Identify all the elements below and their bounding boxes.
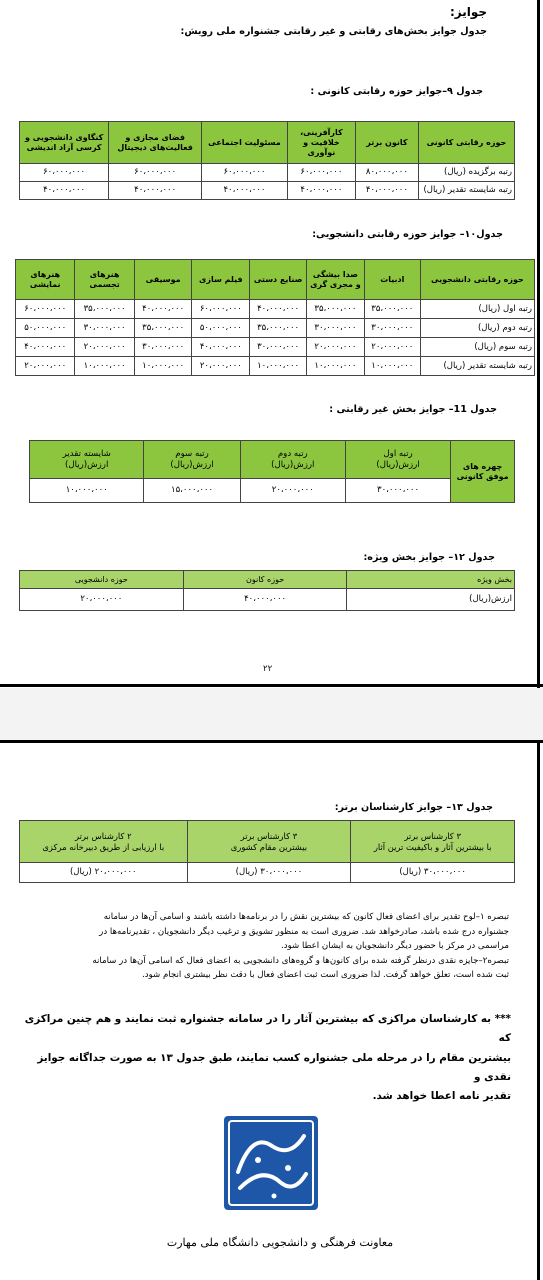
cell-value: ۴۰،۰۰۰،۰۰۰ bbox=[192, 338, 250, 357]
cell-value: ۳۵،۰۰۰،۰۰۰ bbox=[75, 300, 134, 319]
row-label: رتبه شایسته تقدیر (ریال) bbox=[418, 182, 514, 200]
cell-value: ۴۰،۰۰۰،۰۰۰ bbox=[134, 300, 192, 319]
cell-value: ۱۰،۰۰۰،۰۰۰ bbox=[250, 357, 307, 376]
column-title: رتبه اول bbox=[383, 448, 413, 459]
table-row bbox=[16, 300, 535, 319]
page-gap bbox=[0, 688, 543, 740]
cell-value: ۳۰،۰۰۰،۰۰۰ bbox=[75, 319, 134, 338]
column-title: شایسته تقدیر bbox=[62, 448, 111, 459]
table11-header bbox=[345, 441, 450, 479]
note-line: مراسمی در مرکز با حضور دیگر دانشجویان به ایشان اعطا شود. bbox=[281, 941, 509, 952]
row-label: رتبه سوم (ریال) bbox=[420, 338, 534, 357]
cell-value: ۶۰،۰۰۰،۰۰۰ bbox=[202, 164, 288, 182]
bold-notice bbox=[21, 1010, 511, 1106]
cell-value: ۶۰،۰۰۰،۰۰۰ bbox=[20, 164, 109, 182]
header-line: با ارزیابی از طریق دبیرخانه مرکزی bbox=[42, 841, 165, 852]
cell-value: ۱۰،۰۰۰،۰۰۰ bbox=[364, 357, 420, 376]
table12 bbox=[19, 570, 515, 611]
notice-line: تقدیر نامه اعطا خواهد شد. bbox=[372, 1090, 511, 1102]
table12-header: حوزه دانشجویی bbox=[20, 571, 184, 589]
table11-row-header: چهره های موفق کانونی bbox=[451, 441, 515, 503]
header-line: ۳ کارشناس برتر bbox=[240, 831, 298, 841]
document-page-2 bbox=[0, 740, 543, 1280]
table12-caption: جدول ۱۲– جوایز بخش ویژه: bbox=[363, 552, 495, 563]
note-line: ثبت شده است، تعلق خواهد گرفت. لذا ضروری است ثبت اعضای فعال با دقت نظر بیشتری انجام شود. bbox=[142, 970, 509, 981]
cell-value: ۸۰،۰۰۰،۰۰۰ bbox=[355, 164, 418, 182]
cell-value: ۲۰،۰۰۰،۰۰۰ bbox=[192, 357, 250, 376]
row-label: رتبه شایسته تقدیر (ریال) bbox=[420, 357, 534, 376]
cell-value: ۱۰،۰۰۰،۰۰۰ bbox=[307, 357, 365, 376]
table9-header: کانون برتر bbox=[355, 122, 418, 164]
header-line: با بیشترین آثار و باکیفیت ترین آثار bbox=[373, 841, 492, 852]
page-top-edge bbox=[0, 740, 543, 743]
cell-value: ۶۰،۰۰۰،۰۰۰ bbox=[109, 164, 202, 182]
table-row bbox=[16, 338, 535, 357]
table11-caption: جدول 11– جوایز بخش غیر رقابتی : bbox=[329, 404, 497, 415]
table11-header bbox=[240, 441, 345, 479]
note-line: تبصره۲–جایزه نقدی درنظر گرفته شده برای کانون‌ها و گروه‌های دانشجویی به اعضای فعال که اسامی آن‌ها در سامانه bbox=[92, 955, 509, 966]
table13-header bbox=[187, 821, 351, 863]
table9-header: حوزه رقابتی کانونی bbox=[418, 122, 514, 164]
column-title: رتبه سوم bbox=[175, 448, 209, 459]
cell-value: ۶۰،۰۰۰،۰۰۰ bbox=[287, 164, 355, 182]
cell-value: ۱۰،۰۰۰،۰۰۰ bbox=[75, 357, 134, 376]
page-edge bbox=[537, 740, 540, 1280]
table10-header: هنرهای نمایشی bbox=[16, 260, 75, 300]
table10-caption: جدول۱۰– جوایز حوزه رقابتی دانشجویی: bbox=[312, 229, 503, 240]
notice-line: *** به کارشناسان مراکزی که بیشترین آثار را در سامانه جشنواره ثبت نمایند و هم چنین مراکزی که bbox=[24, 1013, 511, 1045]
cell-value: ۳۵،۰۰۰،۰۰۰ bbox=[307, 300, 365, 319]
cell-value: ۲۰،۰۰۰،۰۰۰ bbox=[240, 479, 345, 503]
table10-header: هنرهای تجسمی bbox=[75, 260, 134, 300]
cell-value: ۵۰،۰۰۰،۰۰۰ bbox=[16, 319, 75, 338]
table-row bbox=[20, 863, 515, 883]
table13-header bbox=[351, 821, 515, 863]
note-line: جشنواره درج شده باشد، صادرخواهد شد. ضروری است به منظور تشویق و ترغیب دیگر دانشجویان ، تقدیرنامه‌ها در bbox=[99, 926, 509, 937]
table13 bbox=[19, 820, 515, 883]
table11 bbox=[29, 440, 515, 503]
row-label: رتبه دوم (ریال) bbox=[420, 319, 534, 338]
table10 bbox=[15, 259, 535, 376]
table10-header: صدا بیشگی و مجری گری bbox=[307, 260, 365, 300]
column-unit: ارزش(ریال) bbox=[271, 459, 315, 470]
cell-value: ۲۰،۰۰۰،۰۰۰ bbox=[364, 338, 420, 357]
stars: *** bbox=[494, 1013, 511, 1025]
column-unit: ارزش(ریال) bbox=[65, 459, 109, 470]
cell-value: ۳۰،۰۰۰،۰۰۰ bbox=[345, 479, 450, 503]
header-line: بیشترین مقام کشوری bbox=[230, 841, 308, 852]
cell-value: ۳۰،۰۰۰،۰۰۰ bbox=[307, 319, 365, 338]
table-row bbox=[20, 182, 515, 200]
header-line: ۳ کارشناس برتر bbox=[404, 831, 461, 841]
logo-emblem-icon bbox=[218, 1112, 326, 1216]
header-line: ۲ کارشناس برتر bbox=[74, 831, 132, 841]
row-label: رتبه برگزیده (ریال) bbox=[418, 164, 514, 182]
cell-value: ۴۰،۰۰۰،۰۰۰ bbox=[250, 300, 307, 319]
row-label: رتبه اول (ریال) bbox=[420, 300, 534, 319]
table10-header: فیلم سازی bbox=[192, 260, 250, 300]
table-row bbox=[20, 589, 515, 611]
cell-value: ۴۰،۰۰۰،۰۰۰ bbox=[16, 338, 75, 357]
page-bottom-edge bbox=[0, 684, 543, 687]
row-label: ارزش(ریال) bbox=[347, 589, 515, 611]
table9-header: مسئولیت اجتماعی bbox=[202, 122, 288, 164]
note-1 bbox=[23, 910, 509, 983]
table9-header: کارآفرینی، خلاقیت و نوآوری bbox=[287, 122, 355, 164]
table13-header bbox=[20, 821, 188, 863]
cell-value: ۴۰،۰۰۰،۰۰۰ bbox=[202, 182, 288, 200]
cell-value: ۴۰،۰۰۰،۰۰۰ bbox=[287, 182, 355, 200]
table9-header: فضای مجازی و فعالیت‌های دیجیتال bbox=[109, 122, 202, 164]
page-number: ۲۲ bbox=[263, 664, 273, 674]
cell-value: ۳۰،۰۰۰،۰۰۰ bbox=[364, 319, 420, 338]
cell-value: ۳۰،۰۰۰،۰۰۰ bbox=[250, 338, 307, 357]
cell-value: ۳۵،۰۰۰،۰۰۰ bbox=[364, 300, 420, 319]
table9 bbox=[19, 121, 515, 200]
cell-value: ۳۵،۰۰۰،۰۰۰ bbox=[134, 319, 192, 338]
cell-value: ۱۰،۰۰۰،۰۰۰ bbox=[134, 357, 192, 376]
table11-header bbox=[30, 441, 144, 479]
cell-value: ۱۵،۰۰۰،۰۰۰ bbox=[144, 479, 240, 503]
note-line: تبصره ۱–لوح تقدیر برای اعضای فعال کانون که بیشترین نقش را در برنامه‌ها داشته باشند و اسامی آن‌ها در سامانه bbox=[103, 912, 509, 922]
cell-value: ۴۰،۰۰۰،۰۰۰ bbox=[355, 182, 418, 200]
university-logo bbox=[218, 1112, 326, 1216]
notice-line: بیشترین مقام را در مرحله ملی جشنواره کسب نمایند، طبق جدول ۱۳ به صورت جداگانه جوایز نقدی و bbox=[37, 1051, 511, 1083]
column-title: رتبه دوم bbox=[277, 448, 308, 459]
table10-header: ادبیات bbox=[364, 260, 420, 300]
table9-caption: جدول ۹–جوایز حوزه رقابتی کانونی : bbox=[310, 86, 483, 97]
cell-value: ۶۰،۰۰۰،۰۰۰ bbox=[16, 300, 75, 319]
table12-header: حوزه کانون bbox=[183, 571, 347, 589]
column-unit: ارزش(ریال) bbox=[376, 459, 420, 470]
table11-header bbox=[144, 441, 240, 479]
cell-value: ۳۰،۰۰۰،۰۰۰ (ریال) bbox=[351, 863, 515, 883]
cell-value: ۳۰،۰۰۰،۰۰۰ (ریال) bbox=[187, 863, 351, 883]
table10-header: صنایع دستی bbox=[250, 260, 307, 300]
column-unit: ارزش(ریال) bbox=[170, 459, 214, 470]
table13-caption: جدول ۱۳– جوایز کارشناسان برتر: bbox=[334, 802, 493, 813]
cell-value: ۲۰،۰۰۰،۰۰۰ bbox=[16, 357, 75, 376]
cell-value: ۲۰،۰۰۰،۰۰۰ bbox=[20, 589, 184, 611]
cell-value: ۴۰،۰۰۰،۰۰۰ bbox=[183, 589, 347, 611]
signature-line: معاونت فرهنگی و دانشجویی دانشگاه ملی مهارت bbox=[166, 1236, 394, 1249]
cell-value: ۴۰،۰۰۰،۰۰۰ bbox=[109, 182, 202, 200]
awards-subheading: جدول جوایز بخش‌های رقابتی و غیر رقابتی جشنواره ملی رویش: bbox=[180, 26, 487, 37]
cell-value: ۱۰،۰۰۰،۰۰۰ bbox=[30, 479, 144, 503]
cell-value: ۵۰،۰۰۰،۰۰۰ bbox=[192, 319, 250, 338]
cell-value: ۳۵،۰۰۰،۰۰۰ bbox=[250, 319, 307, 338]
table10-header: حوزه رقابتی دانشجویی bbox=[420, 260, 534, 300]
cell-value: ۲۰،۰۰۰،۰۰۰ (ریال) bbox=[20, 863, 188, 883]
cell-value: ۳۰،۰۰۰،۰۰۰ bbox=[134, 338, 192, 357]
table-row bbox=[30, 479, 515, 503]
cell-value: ۶۰،۰۰۰،۰۰۰ bbox=[192, 300, 250, 319]
cell-value: ۲۰،۰۰۰،۰۰۰ bbox=[75, 338, 134, 357]
page-edge bbox=[537, 0, 540, 690]
cell-value: ۲۰،۰۰۰،۰۰۰ bbox=[307, 338, 365, 357]
table12-header: بخش ویژه bbox=[347, 571, 515, 589]
table-row bbox=[16, 319, 535, 338]
table10-header: موسیقی bbox=[134, 260, 192, 300]
cell-value: ۴۰،۰۰۰،۰۰۰ bbox=[20, 182, 109, 200]
table9-header: کنگاوی دانشجویی و کرسی آزاد اندیشی bbox=[20, 122, 109, 164]
awards-heading: جوایز: bbox=[449, 5, 487, 19]
table-row bbox=[20, 164, 515, 182]
table-row bbox=[16, 357, 535, 376]
